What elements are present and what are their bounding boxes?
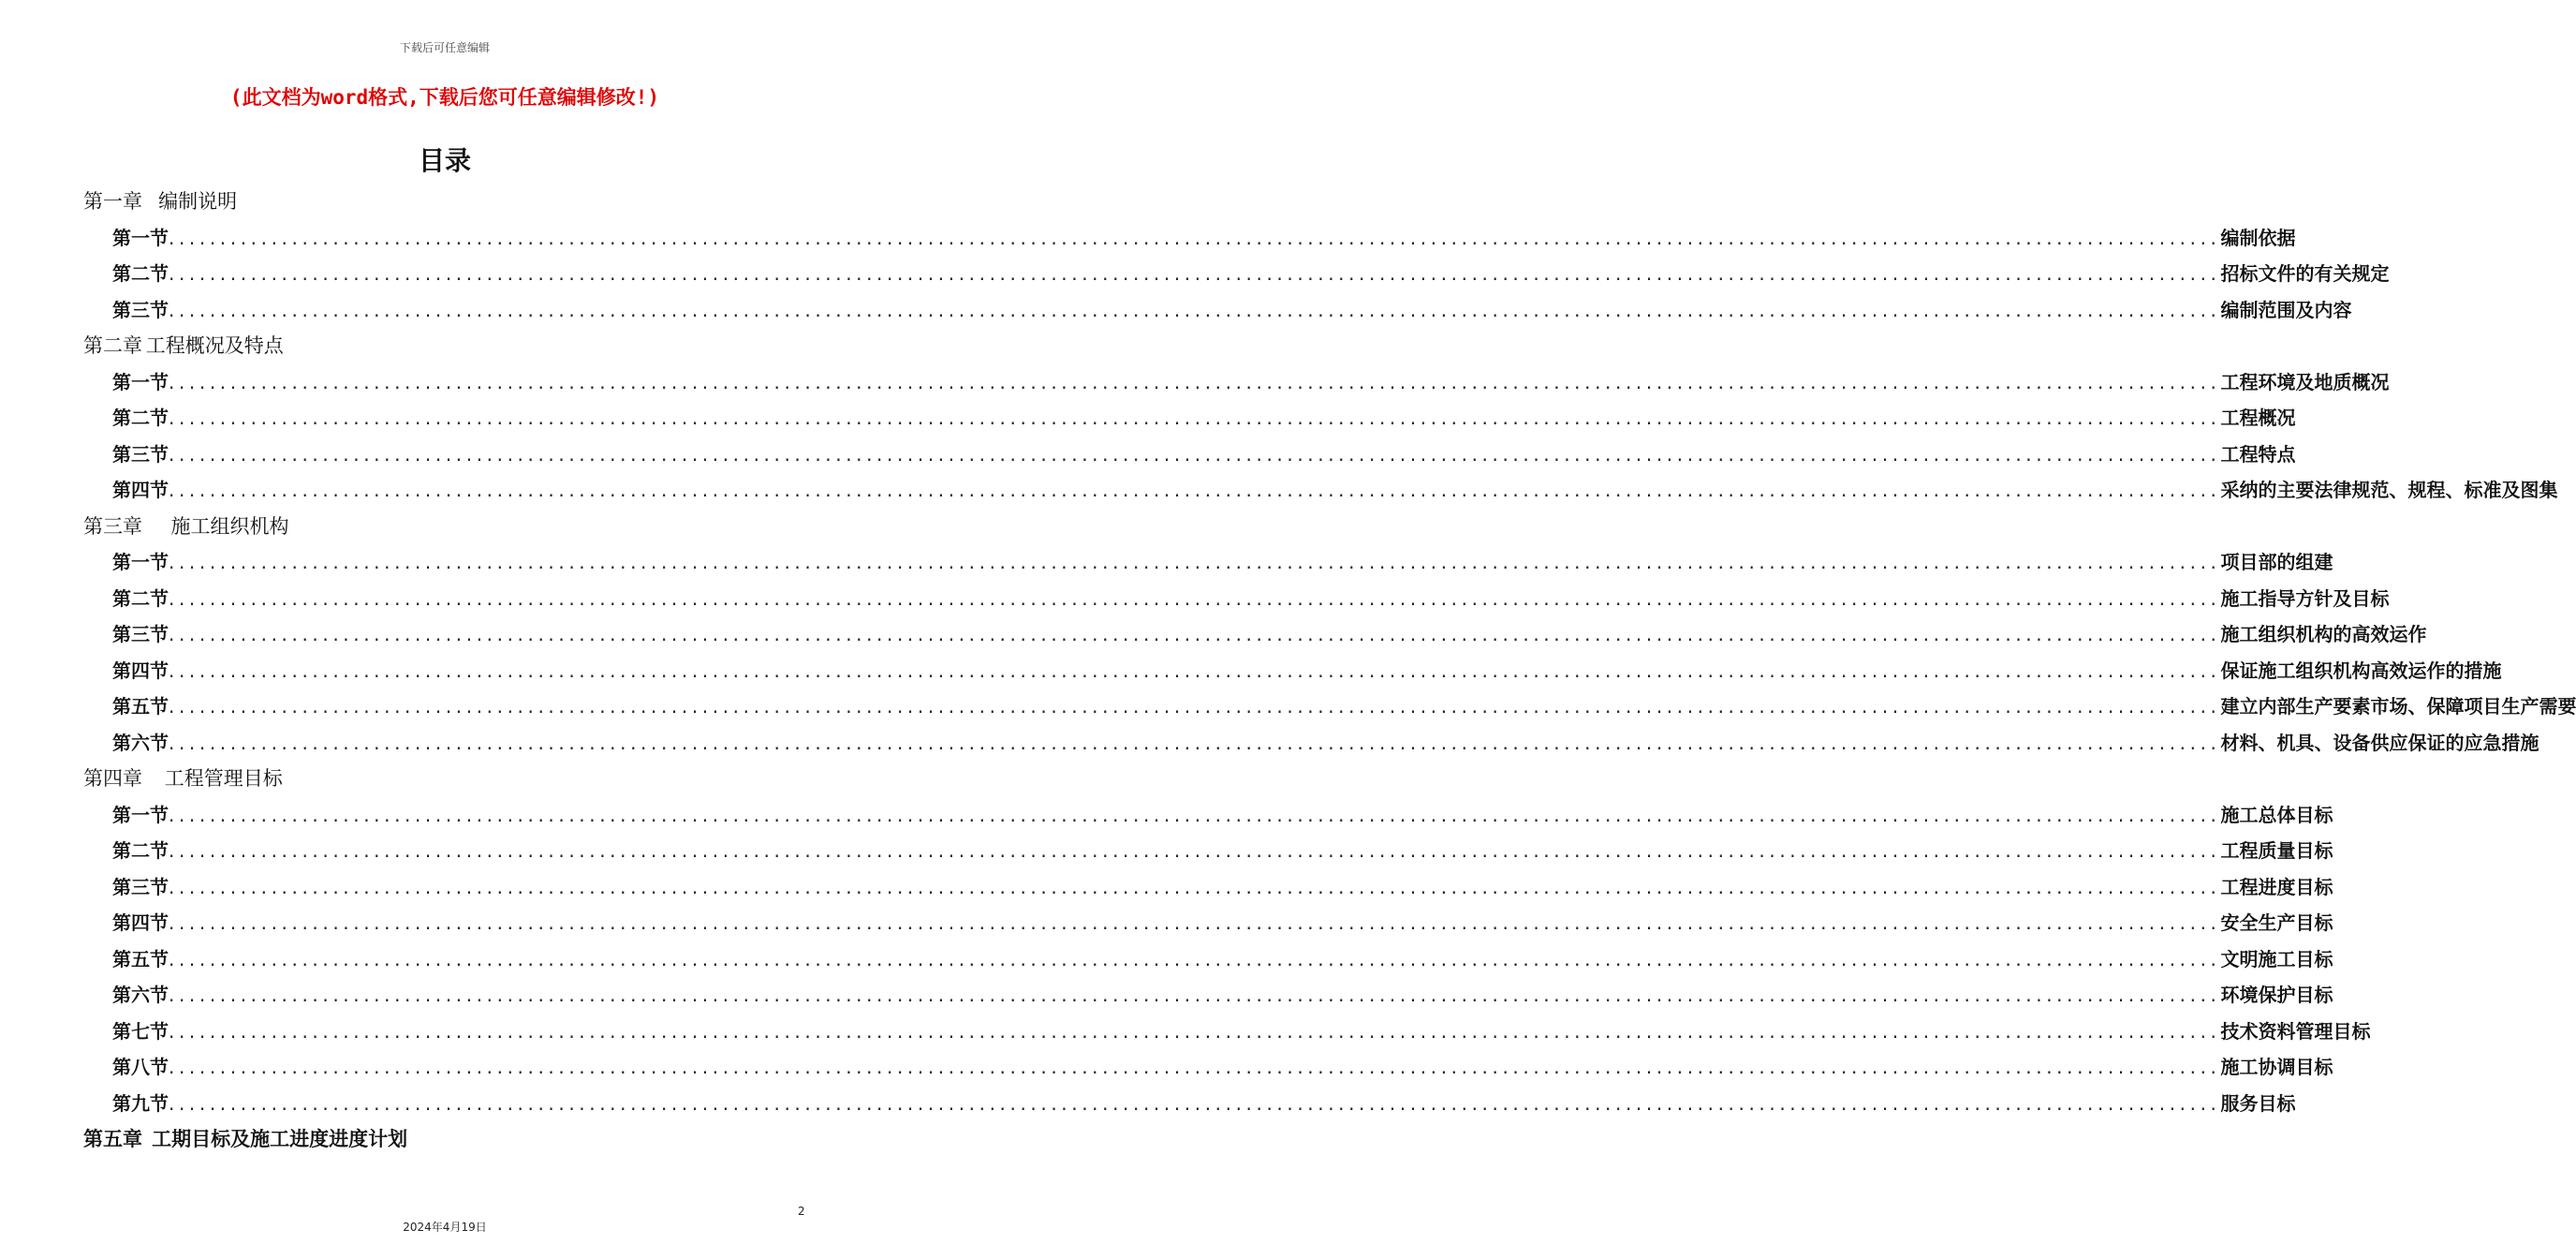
toc-dot-leader: ........................................................................................................................................................................................................ [169, 1056, 2221, 1078]
toc-section-number: 第四节 [112, 911, 169, 934]
toc-dot-leader: ........................................................................................................................................................................................................ [169, 587, 2221, 610]
toc-section-title: 服务目标 [2220, 1092, 2296, 1115]
toc-section-title: 工程特点 [2220, 443, 2296, 466]
toc-section-entry[interactable] [112, 472, 2558, 508]
toc-section-number: 第一节 [112, 227, 169, 249]
toc-section-title: 招标文件的有关规定 [2220, 262, 2390, 285]
toc-section-number: 第五节 [112, 695, 169, 718]
toc-section-entry[interactable] [112, 616, 2427, 652]
toc-section-number: 第一节 [112, 804, 169, 826]
toc-section-title: 工程环境及地质概况 [2220, 371, 2390, 393]
toc-section-entry[interactable] [112, 220, 2296, 256]
toc-section-title: 文明施工目标 [2220, 948, 2333, 970]
toc-section-entry[interactable] [112, 869, 2333, 905]
toc-section-entry[interactable] [112, 400, 2296, 436]
toc-section-number: 第七节 [112, 1020, 169, 1043]
toc-section-entry[interactable] [112, 256, 2390, 291]
toc-section-title: 项目部的组建 [2220, 551, 2333, 573]
toc-section-number: 第二节 [112, 839, 169, 862]
toc-dot-leader: ........................................................................................................................................................................................................ [169, 732, 2221, 754]
toc-section-number: 第六节 [112, 984, 169, 1006]
toc-section-title: 建立内部生产要素市场、保障项目生产需要 [2220, 695, 2576, 718]
toc-section-entry[interactable] [112, 725, 2539, 761]
toc-section-entry[interactable] [112, 797, 2333, 833]
toc-section-title: 材料、机具、设备供应保证的应急措施 [2220, 732, 2539, 754]
toc-section-number: 第九节 [112, 1092, 169, 1115]
toc-chapter[interactable]: 第二章 工程概况及特点 [83, 334, 284, 357]
toc-dot-leader: ........................................................................................................................................................................................................ [169, 551, 2221, 573]
toc-section-number: 第三节 [112, 443, 169, 466]
toc-section-title: 环境保护目标 [2220, 984, 2333, 1006]
toc-section-entry[interactable] [112, 1049, 2333, 1085]
toc-dot-leader: ........................................................................................................................................................................................................ [169, 227, 2221, 249]
toc-dot-leader: ........................................................................................................................................................................................................ [169, 948, 2221, 970]
toc-section-entry[interactable] [112, 833, 2333, 868]
toc-section-number: 第三节 [112, 876, 169, 898]
toc-section-title: 编制范围及内容 [2220, 299, 2352, 321]
toc-section-number: 第三节 [112, 299, 169, 321]
toc-dot-leader: ........................................................................................................................................................................................................ [169, 623, 2221, 645]
toc-section-number: 第四节 [112, 659, 169, 682]
toc-section-title: 施工协调目标 [2220, 1056, 2333, 1078]
toc-section-entry[interactable] [112, 544, 2333, 580]
toc-dot-leader: ........................................................................................................................................................................................................ [169, 695, 2221, 718]
page-header: 下载后可任意编辑 [399, 41, 490, 54]
toc-section-title: 施工总体目标 [2220, 804, 2333, 826]
toc-section-title: 编制依据 [2220, 227, 2296, 249]
toc-dot-leader: ........................................................................................................................................................................................................ [169, 839, 2221, 862]
toc-dot-leader: ........................................................................................................................................................................................................ [169, 371, 2221, 393]
toc-dot-leader: ........................................................................................................................................................................................................ [169, 984, 2221, 1006]
toc-section-entry[interactable] [112, 941, 2333, 977]
toc-section-entry[interactable] [112, 977, 2333, 1013]
toc-section-title: 保证施工组织机构高效运作的措施 [2220, 659, 2502, 682]
toc-section-entry[interactable] [112, 364, 2390, 400]
toc-dot-leader: ........................................................................................................................................................................................................ [169, 876, 2221, 898]
toc-section-entry[interactable] [112, 653, 2502, 689]
toc-dot-leader: ........................................................................................................................................................................................................ [169, 1020, 2221, 1043]
toc-section-title: 工程进度目标 [2220, 876, 2333, 898]
toc-section-entry[interactable] [112, 689, 2576, 724]
toc-dot-leader: ........................................................................................................................................................................................................ [169, 479, 2221, 501]
toc-title: 目录 [418, 145, 471, 176]
toc-dot-leader: ........................................................................................................................................................................................................ [169, 911, 2221, 934]
toc-section-entry[interactable] [112, 581, 2390, 616]
toc-section-number: 第三节 [112, 623, 169, 645]
toc-section-number: 第一节 [112, 371, 169, 393]
page-footer-date: 2024年4月19日 [403, 1221, 487, 1234]
toc-section-title: 施工指导方针及目标 [2220, 587, 2390, 610]
toc-section-number: 第六节 [112, 732, 169, 754]
toc-chapter[interactable]: 第五章 工期目标及施工进度进度计划 [83, 1127, 408, 1150]
toc-section-title: 工程质量目标 [2220, 839, 2333, 862]
toc-section-title: 技术资料管理目标 [2220, 1020, 2371, 1043]
toc-section-title: 安全生产目标 [2220, 911, 2333, 934]
toc-section-entry[interactable] [112, 1086, 2296, 1121]
toc-section-number: 第一节 [112, 551, 169, 573]
toc-section-number: 第二节 [112, 262, 169, 285]
toc-section-number: 第五节 [112, 948, 169, 970]
toc-section-title: 工程概况 [2220, 407, 2296, 429]
toc-section-title: 采纳的主要法律规范、规程、标准及图集 [2220, 479, 2558, 501]
toc-dot-leader: ........................................................................................................................................................................................................ [169, 804, 2221, 826]
toc-chapter[interactable]: 第三章 施工组织机构 [83, 515, 289, 538]
toc-section-entry[interactable] [112, 292, 2352, 328]
word-format-notice: (此文档为word格式,下载后您可任意编辑修改!) [229, 86, 660, 109]
toc-dot-leader: ........................................................................................................................................................................................................ [169, 407, 2221, 429]
toc-section-entry[interactable] [112, 437, 2296, 472]
toc-dot-leader: ........................................................................................................................................................................................................ [169, 299, 2221, 321]
toc-section-title: 施工组织机构的高效运作 [2220, 623, 2427, 645]
toc-section-entry[interactable] [112, 905, 2333, 941]
toc-section-number: 第八节 [112, 1056, 169, 1078]
toc-section-number: 第四节 [112, 479, 169, 501]
toc-section-number: 第二节 [112, 587, 169, 610]
toc-dot-leader: ........................................................................................................................................................................................................ [169, 262, 2221, 285]
toc-section-entry[interactable] [112, 1014, 2371, 1049]
toc-chapter[interactable]: 第四章 工程管理目标 [83, 767, 283, 790]
page-number: 2 [798, 1205, 805, 1218]
toc-section-number: 第二节 [112, 407, 169, 429]
toc-chapter[interactable]: 第一章 编制说明 [83, 190, 238, 213]
toc-dot-leader: ........................................................................................................................................................................................................ [169, 1092, 2221, 1115]
toc-dot-leader: ........................................................................................................................................................................................................ [169, 659, 2221, 682]
toc-dot-leader: ........................................................................................................................................................................................................ [169, 443, 2221, 466]
